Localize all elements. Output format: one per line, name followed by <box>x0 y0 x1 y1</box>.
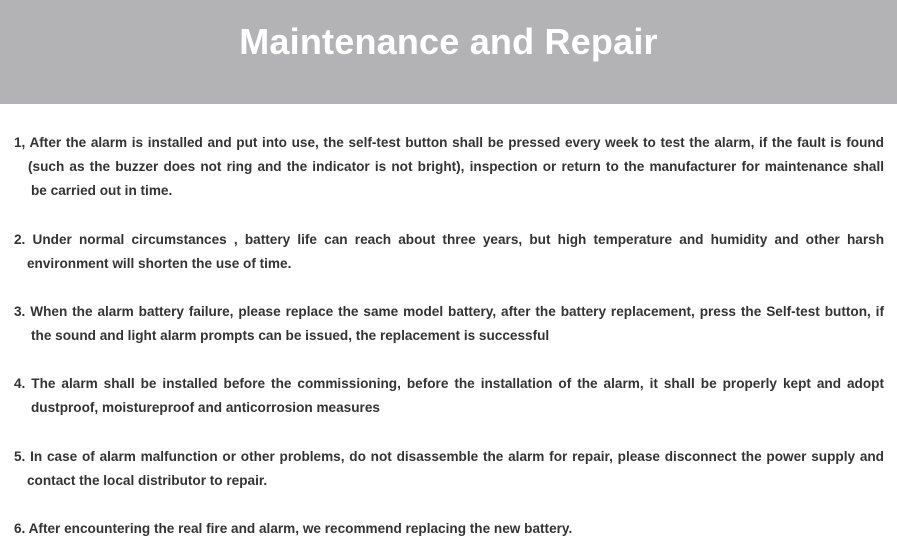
list-item-4 <box>14 372 884 420</box>
item-1-line-3: be carried out in time. <box>31 183 173 198</box>
item-3-line-1: 3. When the alarm battery failure, please replace the same model battery, after the battery replacement, press the Self-test button, if <box>14 304 884 319</box>
item-4-line-2: dustproof, moistureproof and anticorrosion measures <box>31 400 380 415</box>
item-2-line-2: environment will shorten the use of time. <box>27 256 292 271</box>
list-item-6 <box>14 517 884 541</box>
item-1-line-2: (such as the buzzer does not ring and the indicator is not bright), inspection or return to the manufacturer for maintenance shall <box>28 159 884 174</box>
list-item-2 <box>14 228 884 276</box>
item-1-line-1: 1, After the alarm is installed and put into use, the self-test button shall be pressed every week to test the alarm, if the fault is found <box>14 135 884 150</box>
item-5-line-1: 5. In case of alarm malfunction or other problems, do not disassemble the alarm for repair, please disconnect the power supply and <box>14 449 884 464</box>
list-item-5 <box>14 445 884 493</box>
header-bar <box>0 0 897 104</box>
item-4-line-1: 4. The alarm shall be installed before the commissioning, before the installation of the alarm, it shall be properly kept and adopt <box>14 376 884 391</box>
item-2-line-1: 2. Under normal circumstances , battery life can reach about three years, but high temperature and humidity and other harsh <box>14 232 884 247</box>
page-title: Maintenance and Repair <box>239 21 658 62</box>
list-item-3 <box>14 300 884 348</box>
item-6-line-1: 6. After encountering the real fire and alarm, we recommend replacing the new battery. <box>14 521 573 536</box>
item-5-line-2: contact the local distributor to repair. <box>27 473 268 488</box>
list-item-1 <box>14 131 884 203</box>
item-3-line-2: the sound and light alarm prompts can be issued, the replacement is successful <box>31 328 550 343</box>
